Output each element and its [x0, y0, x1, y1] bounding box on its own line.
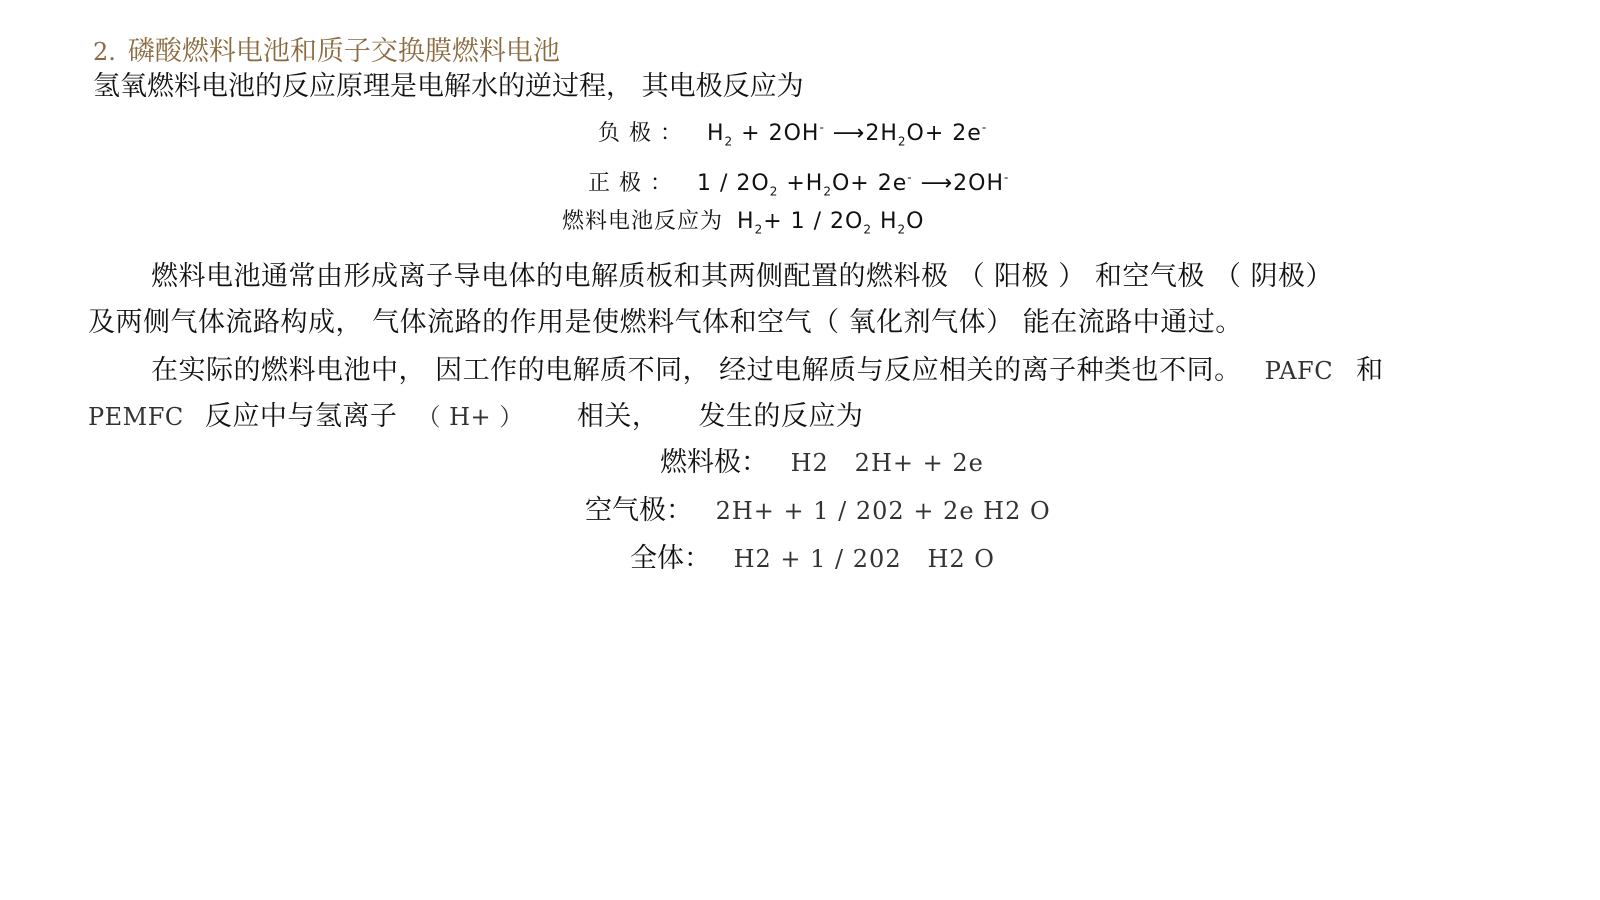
subscript: 2	[897, 222, 907, 237]
air-electrode-formula: 2H+ + 1 / 202 + 2e H2 O	[715, 497, 1051, 525]
eq-text: ⟶2H	[824, 121, 898, 146]
paragraph2-line1	[151, 348, 1384, 387]
overall-reaction-equation	[562, 204, 925, 236]
occurs-text: 发生的反应为	[698, 401, 864, 432]
section-number: 2.	[93, 38, 116, 66]
pafc-abbr: PAFC	[1264, 357, 1334, 385]
superscript: -	[907, 170, 913, 185]
eq-text: H	[871, 209, 898, 234]
fuel-electrode-reaction	[660, 440, 984, 479]
subscript: 2	[897, 134, 907, 149]
section-title: 磷酸燃料电池和质子交换膜燃料电池	[127, 36, 560, 67]
eq-text: + 2OH	[733, 121, 820, 146]
related-text: 相关，	[576, 401, 660, 432]
paragraph1-line1: 燃料电池通常由形成离子导电体的电解质板和其两侧配置的燃料极 （ 阳极 ） 和空气极 （ 阴极）	[151, 261, 1333, 292]
paragraph2-text: 在实际的燃料电池中， 因工作的电解质不同， 经过电解质与反应相关的离子种类也不同。	[151, 355, 1242, 386]
eq-text: H	[737, 209, 755, 234]
fuel-electrode-label: 燃料极：	[660, 447, 768, 478]
total-reaction-label: 全体：	[630, 543, 711, 574]
hydrogen-ion: （ H+ ）	[416, 403, 524, 431]
subscript: 2	[769, 184, 779, 199]
superscript: -	[1004, 170, 1010, 185]
negative-electrode-label: 负 极 ：	[598, 121, 683, 146]
subscript: 2	[823, 184, 832, 199]
paragraph1-line2: 及两侧气体流路构成， 气体流路的作用是使燃料气体和空气（ 氧化剂气体） 能在流路中通过。	[88, 307, 1243, 338]
section-heading	[93, 29, 560, 68]
superscript: -	[819, 120, 825, 135]
paragraph2-line2	[88, 394, 863, 433]
eq-text: ⟶2OH	[912, 171, 1004, 196]
eq-text: O+ 2e	[831, 171, 908, 196]
overall-reaction-label: 燃料电池反应为	[562, 209, 724, 234]
eq-text: O+ 2e	[906, 121, 982, 146]
total-reaction	[630, 536, 995, 575]
subscript: 2	[724, 134, 734, 149]
eq-text: +H	[778, 171, 824, 196]
eq-text: + 1 / 2O	[763, 209, 864, 234]
eq-text: 1 / 2O	[697, 171, 770, 196]
paragraph2-text: 反应中与氢离子	[204, 401, 398, 432]
subscript: 2	[754, 222, 764, 237]
total-reaction-formula: H2 + 1 / 202 H2 O	[733, 545, 995, 573]
subscript: 2	[863, 222, 872, 237]
negative-electrode-equation	[598, 116, 987, 148]
positive-electrode-equation	[588, 166, 1009, 198]
eq-text: O	[906, 209, 925, 234]
and-text: 和	[1356, 355, 1384, 386]
air-electrode-reaction	[585, 488, 1051, 527]
eq-text: H	[707, 121, 725, 146]
pemfc-abbr: PEMFC	[88, 403, 184, 431]
intro-text: 氢氧燃料电池的反应原理是电解水的逆过程， 其电极反应为	[93, 71, 804, 102]
superscript: -	[981, 120, 988, 135]
fuel-electrode-formula: H2 2H+ + 2e	[790, 449, 984, 477]
air-electrode-label: 空气极：	[585, 495, 693, 526]
positive-electrode-label: 正 极 ：	[588, 171, 673, 196]
